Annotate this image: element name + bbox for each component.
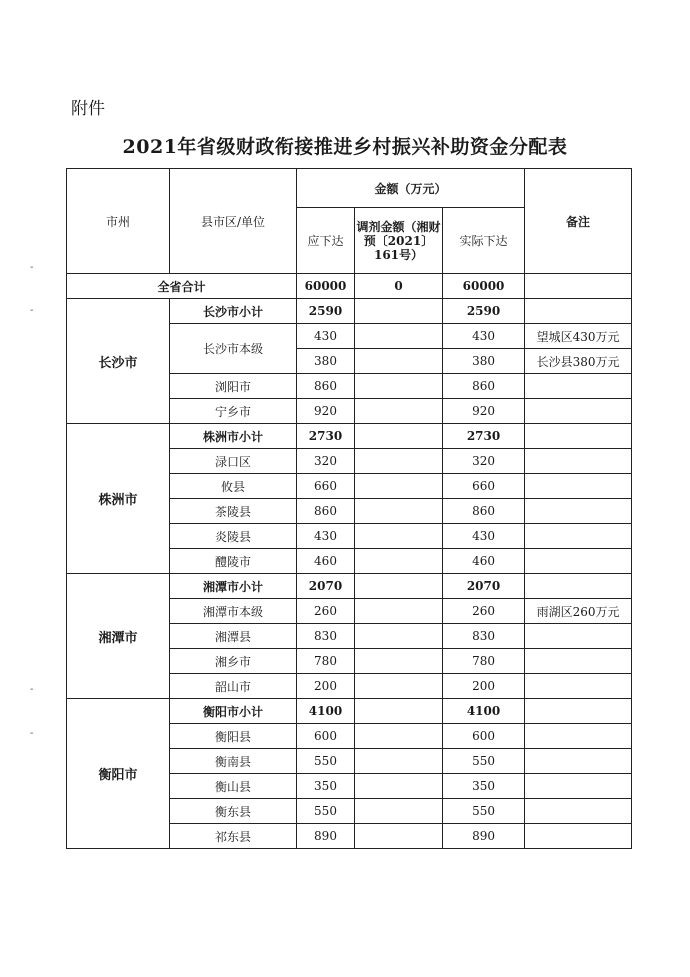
remark (525, 824, 632, 849)
actual-amount: 920 (443, 399, 525, 424)
county-name: 茶陵县 (170, 499, 297, 524)
actual-amount: 320 (443, 449, 525, 474)
subtotal-actual: 2590 (443, 299, 525, 324)
margin-mark: - (30, 305, 34, 316)
actual-amount: 430 (443, 324, 525, 349)
county-name: 炎陵县 (170, 524, 297, 549)
adjusted-amount (355, 749, 443, 774)
subtotal-adjusted (355, 574, 443, 599)
subtotal-label: 衡阳市小计 (170, 699, 297, 724)
total-actual: 60000 (443, 274, 525, 299)
subtotal-issued: 2590 (297, 299, 355, 324)
subtotal-label: 株洲市小计 (170, 424, 297, 449)
county-name: 韶山市 (170, 674, 297, 699)
actual-amount: 890 (443, 824, 525, 849)
actual-amount: 550 (443, 749, 525, 774)
issued-amount: 200 (297, 674, 355, 699)
issued-amount: 600 (297, 724, 355, 749)
subtotal-issued: 2730 (297, 424, 355, 449)
actual-amount: 200 (443, 674, 525, 699)
remark (525, 374, 632, 399)
adjusted-amount (355, 624, 443, 649)
subtotal-remark (525, 574, 632, 599)
subtotal-label: 长沙市小计 (170, 299, 297, 324)
city-name: 株洲市 (67, 424, 170, 574)
actual-amount: 860 (443, 499, 525, 524)
adjusted-amount (355, 774, 443, 799)
remark: 雨湖区260万元 (525, 599, 632, 624)
actual-amount: 380 (443, 349, 525, 374)
actual-amount: 550 (443, 799, 525, 824)
county-name: 衡东县 (170, 799, 297, 824)
adjusted-amount (355, 649, 443, 674)
county-name: 湘乡市 (170, 649, 297, 674)
remark (525, 549, 632, 574)
total-issued: 60000 (297, 274, 355, 299)
adjusted-amount (355, 799, 443, 824)
subtotal-actual: 2070 (443, 574, 525, 599)
allocation-table (66, 168, 632, 849)
table-row (67, 699, 632, 724)
adjusted-amount (355, 499, 443, 524)
subtotal-remark (525, 424, 632, 449)
margin-mark: - (30, 684, 34, 695)
county-name: 攸县 (170, 474, 297, 499)
issued-amount: 890 (297, 824, 355, 849)
county-name: 衡阳县 (170, 724, 297, 749)
margin-mark: - (30, 728, 34, 739)
header-city: 市州 (67, 169, 170, 274)
header-actual: 实际下达 (443, 208, 525, 274)
county-name: 祁东县 (170, 824, 297, 849)
adjusted-amount (355, 349, 443, 374)
actual-amount: 780 (443, 649, 525, 674)
subtotal-adjusted (355, 699, 443, 724)
adjusted-amount (355, 524, 443, 549)
county-name: 长沙市本级 (170, 324, 297, 374)
subtotal-label: 湘潭市小计 (170, 574, 297, 599)
adjusted-amount (355, 824, 443, 849)
county-name: 湘潭市本级 (170, 599, 297, 624)
county-name: 醴陵市 (170, 549, 297, 574)
county-name: 湘潭县 (170, 624, 297, 649)
header-remark: 备注 (525, 169, 632, 274)
actual-amount: 460 (443, 549, 525, 574)
issued-amount: 860 (297, 374, 355, 399)
remark (525, 774, 632, 799)
issued-amount: 920 (297, 399, 355, 424)
actual-amount: 600 (443, 724, 525, 749)
actual-amount: 260 (443, 599, 525, 624)
header-adjusted: 调剂金额（湘财预〔2021〕161号） (355, 208, 443, 274)
issued-amount: 430 (297, 524, 355, 549)
city-name: 湘潭市 (67, 574, 170, 699)
adjusted-amount (355, 724, 443, 749)
remark: 长沙县380万元 (525, 349, 632, 374)
subtotal-issued: 4100 (297, 699, 355, 724)
subtotal-remark (525, 299, 632, 324)
actual-amount: 830 (443, 624, 525, 649)
remark (525, 749, 632, 774)
remark (525, 649, 632, 674)
issued-amount: 380 (297, 349, 355, 374)
issued-amount: 830 (297, 624, 355, 649)
subtotal-adjusted (355, 424, 443, 449)
actual-amount: 350 (443, 774, 525, 799)
remark (525, 499, 632, 524)
issued-amount: 460 (297, 549, 355, 574)
adjusted-amount (355, 599, 443, 624)
remark (525, 449, 632, 474)
total-adjusted: 0 (355, 274, 443, 299)
adjusted-amount (355, 474, 443, 499)
issued-amount: 260 (297, 599, 355, 624)
adjusted-amount (355, 549, 443, 574)
subtotal-adjusted (355, 299, 443, 324)
county-name: 衡山县 (170, 774, 297, 799)
total-remark (525, 274, 632, 299)
subtotal-issued: 2070 (297, 574, 355, 599)
remark (525, 674, 632, 699)
adjusted-amount (355, 399, 443, 424)
total-label: 全省合计 (67, 274, 297, 299)
margin-mark: - (30, 262, 34, 273)
city-name: 长沙市 (67, 299, 170, 424)
adjusted-amount (355, 374, 443, 399)
remark (525, 624, 632, 649)
actual-amount: 860 (443, 374, 525, 399)
remark (525, 799, 632, 824)
subtotal-actual: 4100 (443, 699, 525, 724)
remark (525, 399, 632, 424)
county-name: 衡南县 (170, 749, 297, 774)
remark (525, 524, 632, 549)
header-county: 县市区/单位 (170, 169, 297, 274)
issued-amount: 550 (297, 799, 355, 824)
county-name: 渌口区 (170, 449, 297, 474)
issued-amount: 860 (297, 499, 355, 524)
subtotal-remark (525, 699, 632, 724)
issued-amount: 430 (297, 324, 355, 349)
issued-amount: 320 (297, 449, 355, 474)
county-name: 宁乡市 (170, 399, 297, 424)
issued-amount: 350 (297, 774, 355, 799)
actual-amount: 660 (443, 474, 525, 499)
document-title: 2021年省级财政衔接推进乡村振兴补助资金分配表 (122, 136, 568, 158)
adjusted-amount (355, 449, 443, 474)
remark: 望城区430万元 (525, 324, 632, 349)
city-name: 衡阳市 (67, 699, 170, 849)
remark (525, 724, 632, 749)
table-row (67, 299, 632, 324)
issued-amount: 660 (297, 474, 355, 499)
adjusted-amount (355, 324, 443, 349)
issued-amount: 780 (297, 649, 355, 674)
actual-amount: 430 (443, 524, 525, 549)
header-issued: 应下达 (297, 208, 355, 274)
table-row (67, 424, 632, 449)
adjusted-amount (355, 674, 443, 699)
issued-amount: 550 (297, 749, 355, 774)
table-row (67, 574, 632, 599)
county-name: 浏阳市 (170, 374, 297, 399)
attachment-label: 附件 (71, 99, 105, 119)
subtotal-actual: 2730 (443, 424, 525, 449)
header-amount-group: 金额（万元） (297, 169, 525, 208)
remark (525, 474, 632, 499)
